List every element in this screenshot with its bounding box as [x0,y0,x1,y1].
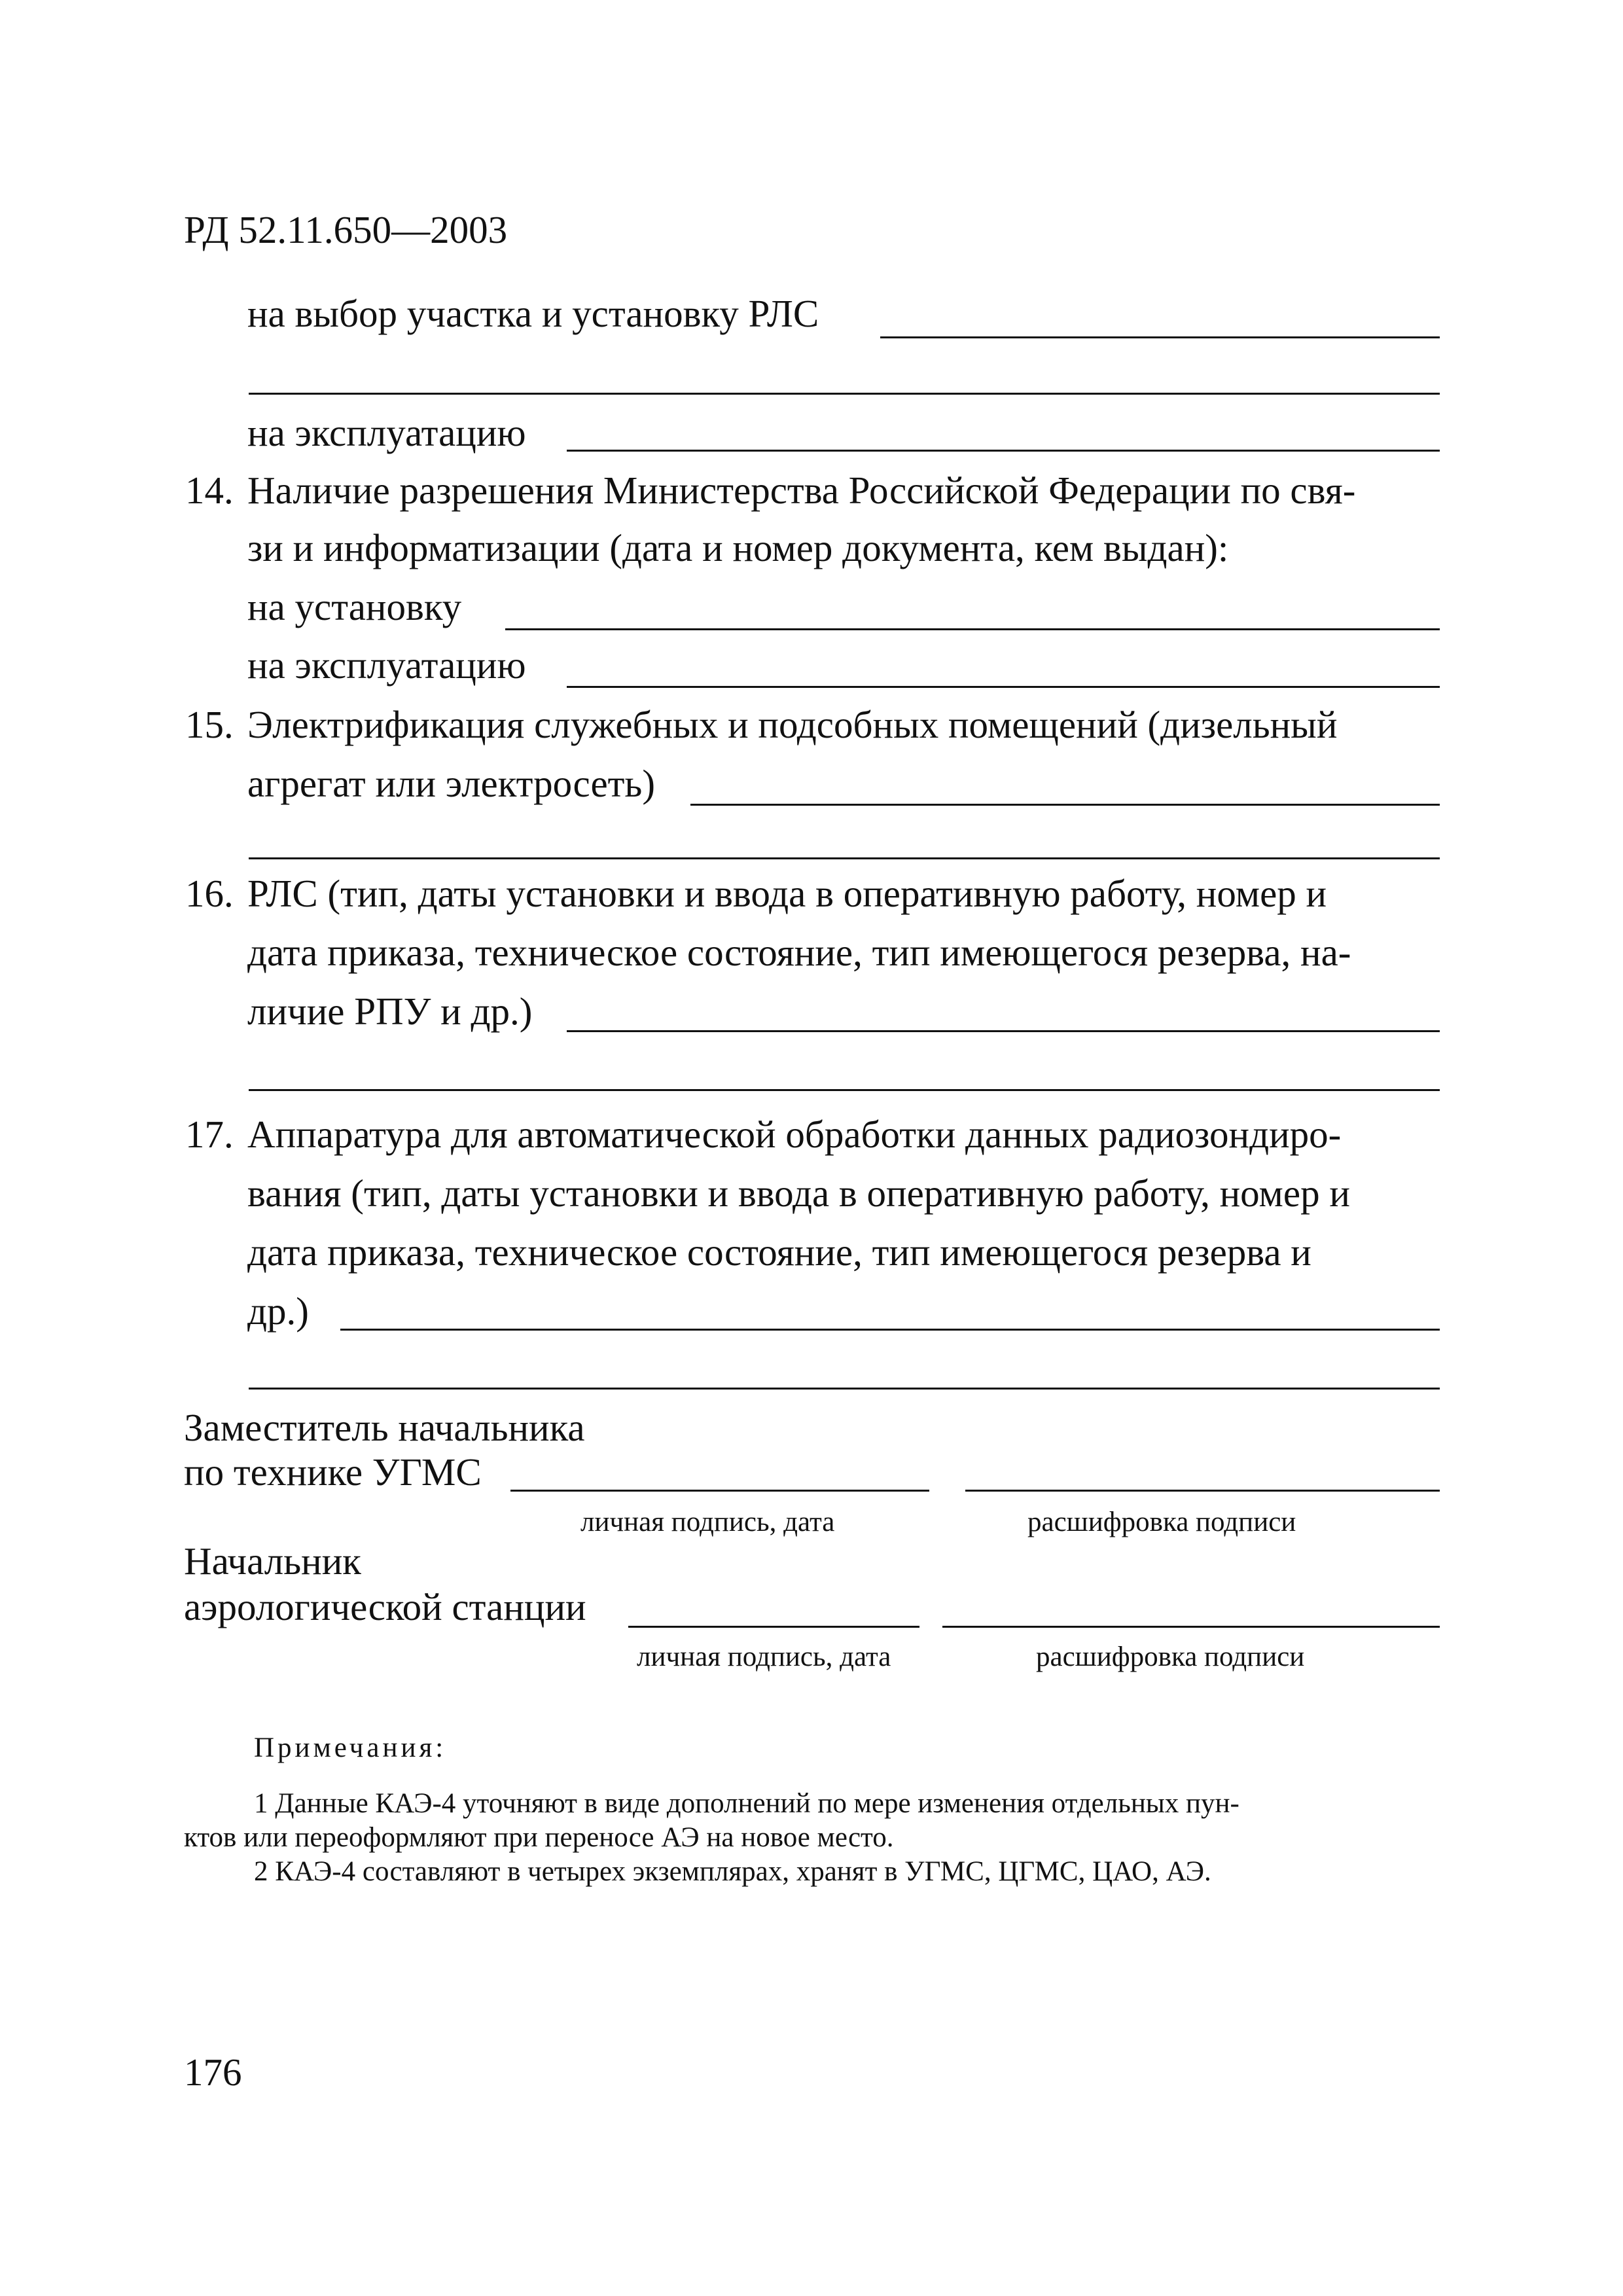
site-install-label: на выбор участка и установку РЛС [247,292,819,335]
item-17-number: 17. [185,1113,234,1156]
deputy-signature-caption: личная подпись, дата [580,1507,835,1537]
item-16-line-1: РЛС (тип, даты установки и ввода в оперативную работу, номер и [247,872,1327,915]
item-17-line-2: вания (тип, даты установки и ввода в оперативную работу, номер и [247,1172,1350,1215]
deputy-decode-caption: расшифровка подписи [1027,1507,1296,1537]
operation-field[interactable] [567,450,1440,452]
item-15-field-continuation[interactable] [249,857,1440,859]
note-2: 2 КАЭ-4 составляют в четырех экземплярах, хранят в УГМС, ЦГМС, ЦАО, АЭ. [254,1856,1211,1887]
item-14-install-field[interactable] [505,628,1440,630]
chief-title-line-2: аэрологической станции [184,1585,586,1628]
item-15-line-2: агрегат или электросеть) [247,762,655,805]
item-16-line-2: дата приказа, техническое состояние, тип имеющегося резерва, на- [247,931,1351,974]
item-14-line-1: Наличие разрешения Министерства Российской Федерации по свя- [247,469,1356,512]
notes-title: Примечания: [254,1732,447,1763]
deputy-title-line-2: по технике УГМС [184,1450,482,1494]
note-1-line-1: 1 Данные КАЭ-4 уточняют в виде дополнений по мере изменения отдельных пун- [254,1788,1240,1819]
item-16-field[interactable] [567,1030,1440,1032]
deputy-signature-field[interactable] [510,1490,929,1492]
page-number: 176 [184,2051,242,2094]
deputy-title-line-1: Заместитель начальника [184,1406,585,1449]
item-15-number: 15. [185,703,234,746]
site-install-field[interactable] [880,336,1440,338]
item-17-line-1: Аппаратура для автоматической обработки данных радиозондиро- [247,1113,1342,1156]
item-14-line-2: зи и информатизации (дата и номер документа, кем выдан): [247,526,1229,569]
chief-signature-caption: личная подпись, дата [637,1641,891,1672]
item-14-install-label: на установку [247,585,462,628]
item-14-number: 14. [185,469,234,512]
deputy-decode-field[interactable] [965,1490,1440,1492]
operation-label: на эксплуатацию [247,411,526,454]
chief-title-line-1: Начальник [184,1539,361,1583]
item-17-field[interactable] [340,1329,1440,1331]
document-code: РД 52.11.650—2003 [184,208,508,251]
item-16-line-3: личие РПУ и др.) [247,990,533,1033]
item-17-field-continuation[interactable] [249,1388,1440,1390]
chief-decode-field[interactable] [942,1626,1440,1628]
item-14-operation-label: на эксплуатацию [247,643,526,687]
note-1-line-2: ктов или переоформляют при переносе АЭ на новое место. [184,1822,894,1853]
chief-signature-field[interactable] [628,1626,919,1628]
item-15-field[interactable] [690,804,1440,806]
item-14-operation-field[interactable] [567,686,1440,688]
site-install-field-continuation[interactable] [249,393,1440,395]
item-17-line-3: дата приказа, техническое состояние, тип имеющегося резерва и [247,1230,1311,1274]
item-16-field-continuation[interactable] [249,1089,1440,1091]
item-17-line-4: др.) [247,1289,309,1333]
item-15-line-1: Электрификация служебных и подсобных помещений (дизельный [247,703,1338,746]
chief-decode-caption: расшифровка подписи [1036,1641,1305,1672]
item-16-number: 16. [185,872,234,915]
